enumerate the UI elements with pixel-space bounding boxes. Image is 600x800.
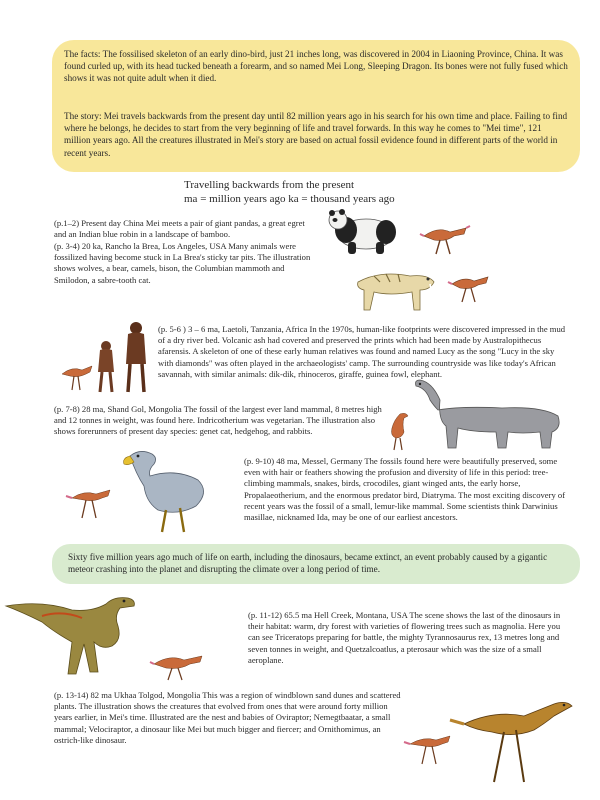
section-heading bbox=[184, 178, 395, 206]
mei-dinosaur-illustration bbox=[420, 222, 472, 256]
indricotherium-illustration bbox=[412, 376, 572, 450]
facts-paragraph: The facts: The fossilised skeleton of an early dino-bird, just 21 inches long, was discovered in 2004 in Liaoning Province, China. It was found curled up, with its head tucked beneath a forearm, and so named Mei Long, Sleeping Dragon. Its bones were not fully fused which shows it was not quite adult when it died. bbox=[64, 49, 568, 84]
heading-line-1: Travelling backwards from the present bbox=[184, 179, 355, 191]
sabre-tooth-cat-illustration bbox=[350, 264, 440, 312]
entry-p11-12: (p. 11-12) 65.5 ma Hell Creek, Montana, USA The scene shows the last of the dinosaurs in their habitat: warm, dry forest with varieties of flowering trees such as magnolia. Here you can see Triceratops preparing for battle, the mighty Tyrannosaurus rex, 13 metres long and seven tonnes in weight, and Quetzalcoatlus, a pterosaur which was the size of a small aeroplane. bbox=[248, 610, 561, 665]
mei-dinosaur-illustration-3 bbox=[384, 410, 414, 452]
entry-p3-4: (p. 3-4) 20 ka, Rancho la Brea, Los Angeles, USA Many animals were fossilized having become stuck in La Brea's sticky tar pits. The illustration shows wolves, a bear, camels, bison, the Columbian mammoth and Smilodon, a sabre-tooth cat. bbox=[54, 241, 311, 285]
entry-p13-14: (p. 13-14) 82 ma Ukhaa Tolgod, Mongolia This was a region of windblown sand dunes and scattered plants. The illustration shows the creatures that evolved from ones that were around forty million years earlier, in Mei's time. Illustrated are the nest and babies of Oviraptor; Nemegtbaatar, a small mammal; Velociraptor, a dinosaur like Mei but much bigger and fiercer; and Ornithomimus, an ostrich-like dinosaur. bbox=[54, 690, 401, 745]
mei-dinosaur-illustration-4 bbox=[150, 648, 210, 682]
entry-p1-2: (p.1–2) Present day China Mei meets a pair of giant pandas, a great egret and an Indian blue robin in a landscape of bamboo. bbox=[54, 218, 305, 240]
heading-line-2: ma = million years ago ka = thousand years ago bbox=[184, 193, 395, 205]
entry-p7-8: (p. 7-8) 28 ma, Shand Gol, Mongolia The fossil of the largest ever land mammal, 8 metres high and 12 tonnes in weight, was found here. Indricotherium was vegetarian. The illustration also shows forerunners of present day species: genet cat, hedgehog, and rabbits. bbox=[54, 404, 382, 437]
early-humans-illustration bbox=[60, 320, 156, 396]
mei-dinosaur-illustration-2 bbox=[448, 272, 494, 304]
extinction-box bbox=[52, 544, 580, 584]
entry-p9-10: (p. 9-10) 48 ma, Messel, Germany The fossils found here were beautifully preserved, some even with hair or feathers showing the profusion and diversity of life in this period: tree-climbing mammals, snakes, birds, crocodiles, giant winged ants, the early horse, Propalaeotherium, and the enormous predator bird, Diatryma. The most exciting discovery of recent years was the fossil of a small, lemur-like mammal. Some scientists think Darwinius masillae, nicknamed Ida, may be one of our earliest ancestors. bbox=[244, 456, 566, 523]
facts-story-box bbox=[52, 40, 580, 172]
diatryma-illustration bbox=[66, 446, 216, 536]
panda-illustration bbox=[326, 208, 406, 256]
entry-p5-6: (p. 5-6 ) 3 – 6 ma, Laetoli, Tanzania, Africa In the 1970s, human-like footprints were discovered impressed in the mud of a dry river bed. Volcanic ash had covered and preserved the prints which had been made by Australopithecus afarensis. A skeleton of one of these early human relatives was found and named Lucy as the song "Lucy in the sky with diamonds" was often played in the archaeologists' camp. The surrounding countryside was like today's African savannah, with similar animals: dik-dik, rhinoceros, giraffe, guinea fowl, elephant. bbox=[158, 324, 566, 379]
story-paragraph: The story: Mei travels backwards from the present day until 82 million years ago in his search for his own time and place. Failing to find where he belongs, he decides to start from the very beginning of life and travel forwards. In this way he comes to "Mei time", 121 million years ago. All the creatures illustrated in Mei's story are based on actual fossil evidence found in different parts of the world in recent years. bbox=[64, 111, 568, 158]
velociraptor-illustration bbox=[404, 690, 594, 786]
extinction-paragraph: Sixty five million years ago much of life on earth, including the dinosaurs, became extinct, an event probably caused by a gigantic meteor crashing into the planet and disrupting the climate over a long period of time. bbox=[68, 552, 548, 575]
